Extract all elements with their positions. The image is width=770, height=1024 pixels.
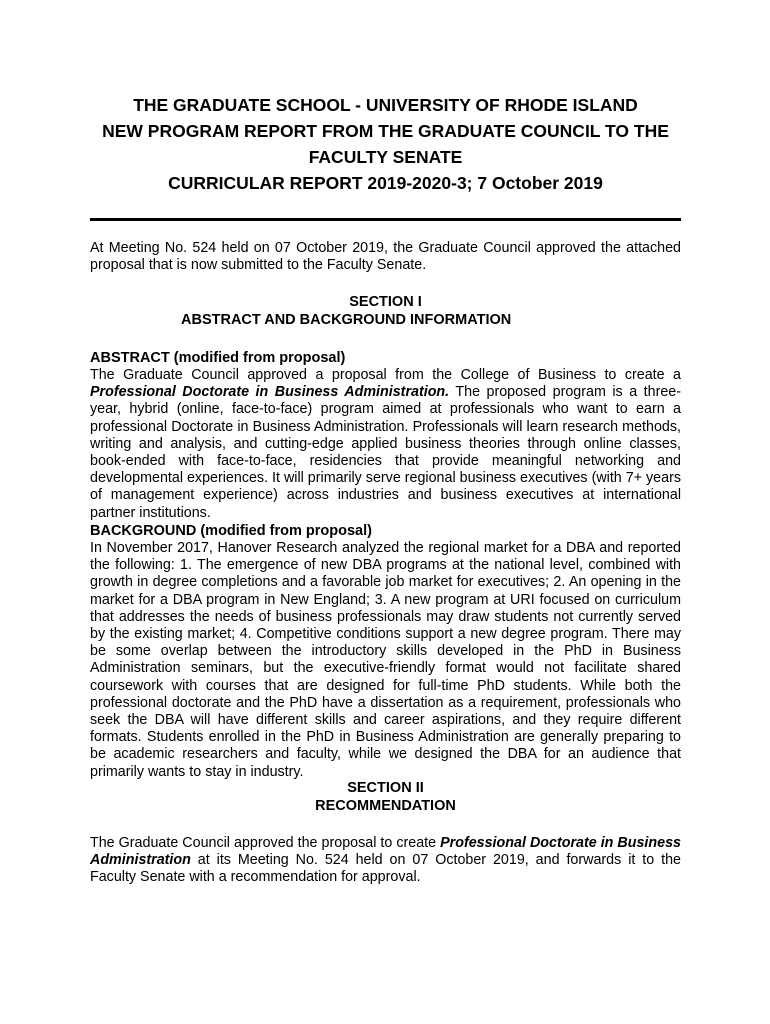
title-line-3: FACULTY SENATE: [308, 147, 463, 167]
title-line-4: CURRICULAR REPORT 2019-2020-3; 7 October 2019: [168, 173, 603, 193]
background-paragraph: In November 2017, Hanover Research analyzed the regional market for a DBA and reported the following: 1. The emergence of new DBA programs at the national level, combined with growth in degree completions and a favorable job market for executives; 2. An opening in the market for a DBA program in New England; 3. A new program at URI focused on curriculum that addresses the needs of business professionals may draw students not currently served by the existing market; 4. Competitive conditions support a new degree program. There may be some overlap between the introductory skills developed in the PhD in Business Administration seminars, but the executive-friendly format would not facilitate shared coursework with courses that are designed for full-time PhD students. While both the professional doctorate and the PhD have a dissertation as a requirement, professionals who seek the DBA will have different skills and career aspirations, and they require different formats. Students enrolled in the PhD in Business Administration are generally preparing to be academic researchers and faculty, while we designed the DBA for an audience that primarily wants to stay in industry.: [90, 540, 681, 780]
header-divider: [90, 218, 681, 221]
background-heading: BACKGROUND (modified from proposal): [90, 523, 372, 539]
title-line-2: NEW PROGRAM REPORT FROM THE GRADUATE COUNCIL TO THE: [102, 121, 669, 141]
abstract-paragraph: [90, 367, 681, 522]
section-1-subtitle: ABSTRACT AND BACKGROUND INFORMATION: [181, 311, 512, 328]
section-2-subtitle: RECOMMENDATION: [315, 797, 456, 814]
recommendation-text-before: The Graduate Council approved the proposal to create: [90, 835, 441, 851]
section-2-title: SECTION II: [347, 780, 424, 796]
abstract-program-name: Professional Doctorate in Business Administration.: [90, 384, 450, 401]
abstract-section: [90, 349, 681, 522]
document-title: [90, 92, 681, 196]
abstract-text-before: The Graduate Council approved a proposal from the College of Business to create a: [90, 367, 681, 383]
abstract-text-after: The proposed program is a three-year, hybrid (online, face-to-face) program aimed at professionals who want to earn a professional Doctorate in Business Administration. Professionals will learn research methods, writing and analysis, and cutting-edge applied business theories through online classes, book-ended with face-to-face, residencies that provide meaningful networking and developmental experiences. It will primarily serve regional business executives (with 7+ years of management experience) across industries and business executives at international partner institutions.: [90, 384, 681, 521]
abstract-heading: ABSTRACT (modified from proposal): [90, 350, 346, 366]
title-line-1: THE GRADUATE SCHOOL - UNIVERSITY OF RHODE ISLAND: [133, 95, 638, 115]
intro-paragraph: At Meeting No. 524 held on 07 October 2019, the Graduate Council approved the attached proposal that is now submitted to the Faculty Senate.: [90, 240, 681, 274]
background-section: [90, 522, 681, 781]
section-2-heading: [90, 780, 681, 815]
recommendation-paragraph: [90, 835, 681, 887]
recommendation-text-after: at its Meeting No. 524 held on 07 October 2019, and forwards it to the Faculty Senate with a recommendation for approval.: [90, 852, 681, 886]
recommendation-program-name: Professional Doctorate in Business Administration: [90, 835, 681, 869]
section-1-title: SECTION I: [349, 294, 422, 310]
section-1-heading: [90, 294, 681, 329]
